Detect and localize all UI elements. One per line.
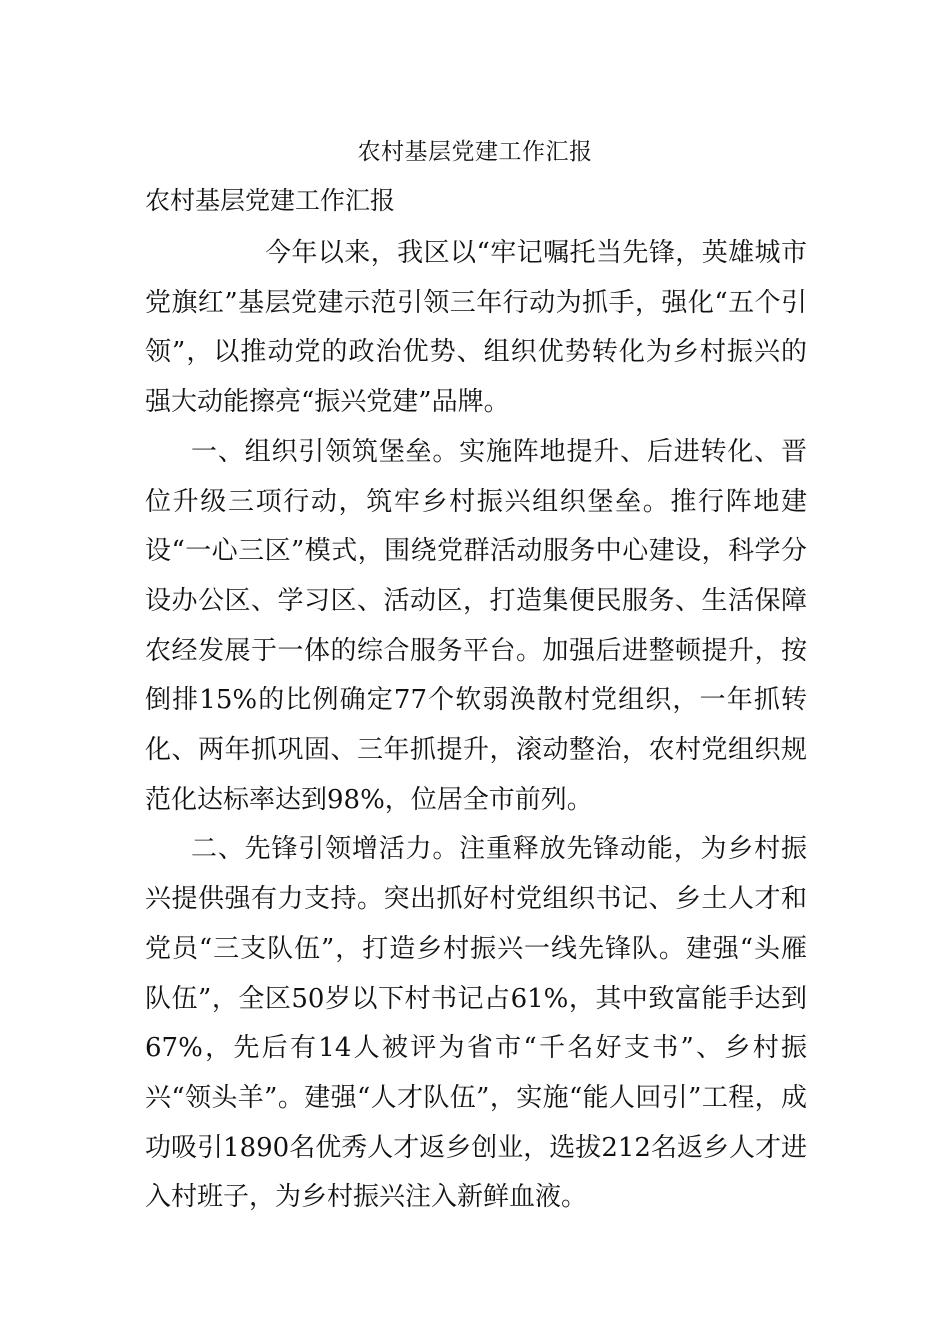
- paragraph-section-1: 一、组织引领筑堡垒。实施阵地提升、后进转化、晋位升级三项行动，筑牢乡村振兴组织堡垒。推行阵地建设“一心三区”模式，围绕党群活动服务中心建设，科学分设办公区、学习区、活动区，打造集便民服务、生活保障农经发展于一体的综合服务平台。加强后进整顿提升，按倒排15%的比例确定77个软弱涣散村党组织，一年抓转化、两年抓巩固、三年抓提升，滚动整治，农村党组织规范化达标率达到98%，位居全市前列。: [145, 436, 807, 815]
- paragraph-intro: 今年以来，我区以“牢记嘱托当先锋，英雄城市党旗红”基层党建示范引领三年行动为抓手，强化“五个引领”，以推动党的政治优势、组织优势转化为乡村振兴的强大动能擦亮“振兴党建”品牌。: [145, 238, 807, 418]
- document-subtitle: 农村基层党建工作汇报: [145, 186, 396, 215]
- document-title: 农村基层党建工作汇报: [357, 139, 593, 165]
- document-body: [145, 229, 807, 1223]
- paragraph-section-2: 二、先锋引领增活力。注重释放先锋动能，为乡村振兴提供强有力支持。突出抓好村党组织书记、乡土人才和党员“三支队伍”，打造乡村振兴一线先锋队。建强“头雁队伍”，全区50岁以下村书记占61%，其中致富能手达到67%，先后有14人被评为省市“千名好支书”、乡村振兴“领头羊”。建强“人才队伍”，实施“能人回引”工程，成功吸引1890名优秀人才返乡创业，选拔212名返乡人才进入村班子，为乡村振兴注入新鲜血液。: [145, 834, 807, 1213]
